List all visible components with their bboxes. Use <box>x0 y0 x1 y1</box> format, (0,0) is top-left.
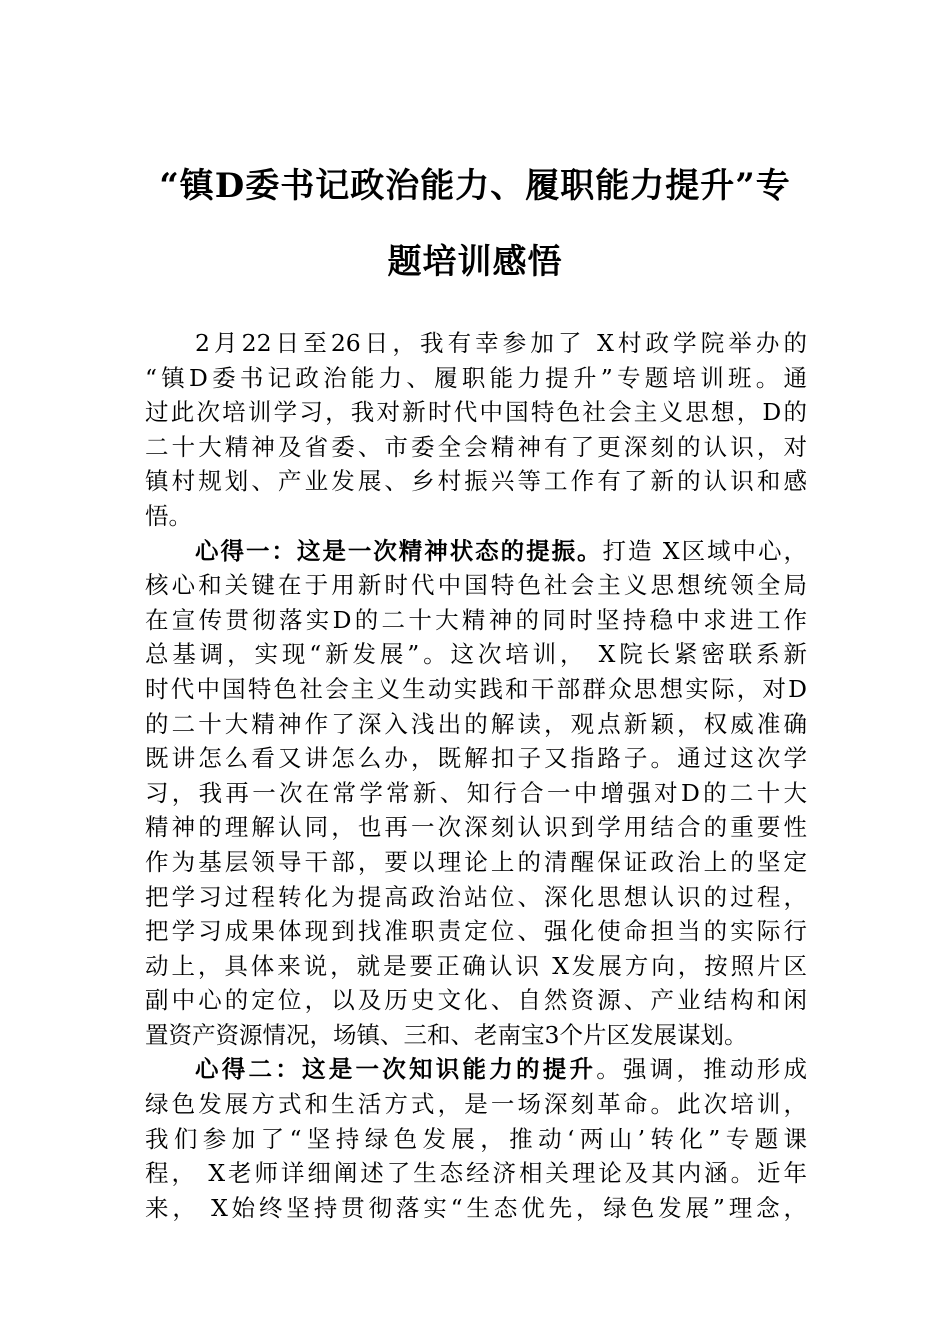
title-line-2: 题培训感悟 <box>387 242 563 282</box>
paragraph-line: 2月22日至26日，我有幸参加了 X村政学院举办的 <box>195 329 807 357</box>
paragraph-line: 程， X老师详细阐述了生态经济相关理论及其内涵。近年 <box>145 1159 807 1188</box>
paragraph-line: 镇村规划、产业发展、乡村振兴等工作有了新的认识和感 <box>145 467 807 496</box>
paragraph-line: 把学习过程转化为提高政治站位、深化思想认识的过程， <box>145 882 807 911</box>
paragraph-line: 二十大精神及省委、市委全会精神有了更深刻的认识，对 <box>145 432 807 461</box>
title-line-1: “镇D委书记政治能力、履职能力提升”专 <box>159 166 791 206</box>
paragraph-text: 。强调，推动形成 <box>596 1055 807 1084</box>
paragraph-line: 我们参加了“坚持绿色发展，推动‘两山’转化”专题课 <box>145 1124 807 1153</box>
paragraph-text: 打造 X区域中心， <box>602 536 807 565</box>
paragraph-line: 习，我再一次在常学常新、知行合一中增强对D的二十大 <box>145 778 807 807</box>
paragraph-line: 既讲怎么看又讲怎么办，既解扣子又指路子。通过这次学 <box>145 744 807 773</box>
paragraph-line: 在宣传贯彻落实D的二十大精神的同时坚持稳中求进工作 <box>145 605 807 634</box>
paragraph-line: 的二十大精神作了深入浅出的解读，观点新颖，权威准确 <box>145 709 807 738</box>
paragraph-line: 精神的理解认同，也再一次深刻认识到学用结合的重要性 <box>145 813 807 842</box>
paragraph-line: 动上，具体来说，就是要正确认识 X发展方向，按照片区 <box>145 951 807 980</box>
paragraph-line: 作为基层领导干部，要以理论上的清醒保证政治上的坚定 <box>145 847 807 876</box>
paragraph-line: 把学习成果体现到找准职责定位、强化使命担当的实际行 <box>145 917 807 946</box>
paragraph-line: 核心和关键在于用新时代中国特色社会主义思想统领全局 <box>145 571 807 600</box>
document-title <box>130 148 820 300</box>
paragraph-line: “镇D委书记政治能力、履职能力提升”专题培训班。通 <box>145 363 807 392</box>
paragraph-line: 来， X始终坚持贯彻落实“生态优先，绿色发展”理念， <box>145 1193 807 1222</box>
document-body <box>145 326 807 1225</box>
paragraph-line: 绿色发展方式和生活方式，是一场深刻革命。此次培训， <box>145 1090 807 1119</box>
paragraph-line: 过此次培训学习，我对新时代中国特色社会主义思想，D的 <box>145 398 807 427</box>
paragraph-line: 时代中国特色社会主义生动实践和干部群众思想实际，对D <box>145 674 807 703</box>
paragraph-line <box>145 1052 807 1087</box>
paragraph-line: 总基调，实现“新发展”。这次培训， X院长紧密联系新 <box>145 640 807 669</box>
paragraph-line: 悟。 <box>145 501 192 530</box>
section-heading-1: 心得一：这是一次精神状态的提振。 <box>195 536 603 565</box>
paragraph-line <box>145 534 807 569</box>
paragraph-line: 置资产资源情况，场镇、三和、老南宝3个片区发展谋划。 <box>145 1020 748 1049</box>
paragraph-line: 副中心的定位，以及历史文化、自然资源、产业结构和闲 <box>145 986 807 1015</box>
section-heading-2: 心得二：这是一次知识能力的提升 <box>195 1055 597 1084</box>
